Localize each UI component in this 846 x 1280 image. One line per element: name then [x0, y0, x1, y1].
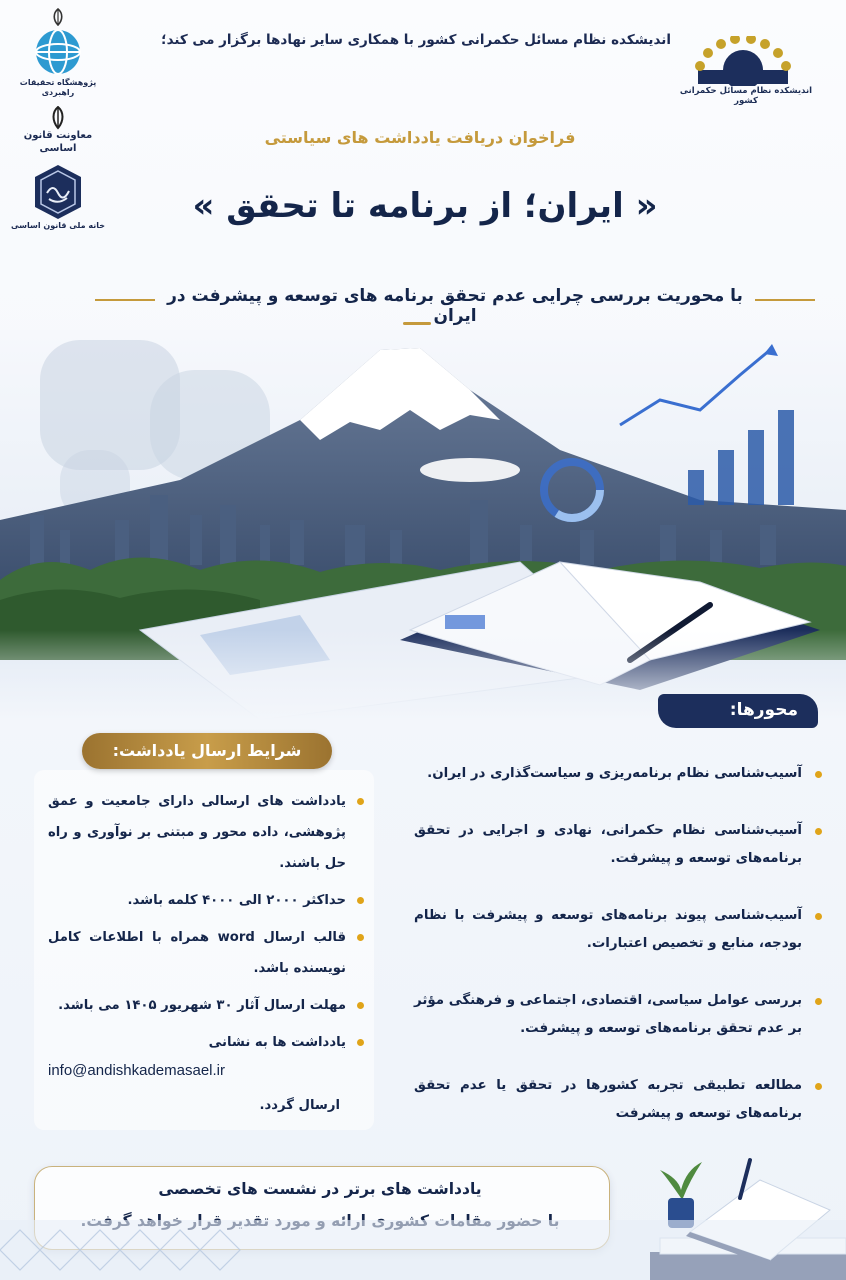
axes-list: [414, 760, 824, 1157]
partner-logos: [8, 8, 108, 239]
condition-text: مهلت ارسال آثار ۳۰ شهریور ۱۴۰۵ می باشد.: [58, 998, 346, 1013]
list-item: [48, 990, 366, 1021]
globe-emblem-icon: [32, 26, 84, 78]
bullet-icon: [357, 897, 364, 904]
axis-text: آسیب‌شناسی نظام حکمرانی، نهادی و اجرایی در تحقق برنامه‌های توسعه و پیشرفت.: [414, 823, 802, 866]
divider: [403, 322, 431, 325]
axis-text: مطالعه تطبیقی تجربه کشورها در تحقق یا عدم تحقق برنامه‌های توسعه و پیشرفت: [414, 1078, 802, 1121]
bullet-icon: [357, 1039, 364, 1046]
list-item: [48, 786, 366, 879]
host-logo-caption: اندیشکده نظام مسائل حکمرانی کشور: [679, 86, 813, 106]
bullet-icon: [815, 1083, 822, 1090]
list-item: [414, 817, 824, 873]
partner-logo: [8, 163, 108, 231]
list-item: [48, 1027, 366, 1058]
axis-text: بررسی عوامل سیاسی، اقتصادی، اجتماعی و فرهنگی مؤثر بر عدم تحقق برنامه‌های توسعه و پیشرفت.: [414, 993, 802, 1036]
hero-illustration: [0, 330, 846, 720]
partner-logo: [8, 106, 108, 155]
list-item: [414, 1072, 824, 1128]
bullet-icon: [357, 1002, 364, 1009]
list-item: [414, 902, 824, 958]
divider: [95, 299, 155, 301]
condition-text: قالب ارسال word همراه با اطلاعات کامل نویسنده باشد.: [48, 930, 346, 976]
iran-emblem-icon: [45, 106, 71, 130]
host-logo: [676, 22, 816, 106]
conditions-heading: شرایط ارسال یادداشت:: [82, 733, 332, 769]
axis-text: آسیب‌شناسی نظام برنامه‌ریزی و سیاست‌گذاری در ایران.: [427, 766, 802, 781]
call-label: فراخوان دریافت یادداشت های سیاستی: [264, 128, 576, 147]
iran-emblem-icon: [47, 8, 69, 26]
subtitle-block: [95, 286, 815, 326]
bullet-icon: [815, 771, 822, 778]
subtitle: با محوریت بررسی چرایی عدم تحقق برنامه های توسعه و پیشرفت در ایران: [167, 286, 743, 326]
axis-text: آسیب‌شناسی پیوند برنامه‌های توسعه و پیشرفت با نظام بودجه، منابع و تخصیص اعتبارات.: [414, 908, 802, 951]
host-line: اندیشکده نظام مسائل حکمرانی کشور با همکاری سایر نهادها برگزار می کند؛: [161, 32, 671, 48]
condition-tail: ارسال گردد.: [259, 1098, 340, 1113]
partner-caption: خانه ملی قانون اساسی: [11, 221, 105, 230]
bullet-icon: [357, 798, 364, 805]
bullet-icon: [357, 934, 364, 941]
list-item: [48, 922, 366, 984]
conditions-list: [48, 786, 366, 1064]
footer-line: یادداشت های برتر در نشست های تخصصی: [158, 1180, 482, 1198]
list-item: [414, 987, 824, 1043]
tile-pattern: [0, 1220, 846, 1280]
axes-heading: محورها:: [658, 694, 818, 728]
submission-email[interactable]: info@andishkademasael.ir: [48, 1062, 225, 1079]
page-title: « ایران؛ از برنامه تا تحقق »: [192, 186, 658, 226]
divider: [755, 299, 815, 301]
bullet-icon: [815, 913, 822, 920]
list-item: [414, 760, 824, 788]
condition-text: یادداشت ها به نشانی: [208, 1035, 346, 1050]
sunrise-logo-icon: [688, 36, 798, 86]
partner-logo: [8, 8, 108, 98]
partner-caption: پژوهشگاه تحقیقات راهبردی: [19, 78, 97, 97]
calligraphy-seal-icon: [31, 163, 85, 221]
condition-text: حداکثر ۲۰۰۰ الی ۴۰۰۰ کلمه باشد.: [127, 893, 346, 908]
bullet-icon: [815, 998, 822, 1005]
bullet-icon: [815, 828, 822, 835]
condition-text: یادداشت های ارسالی دارای جامعیت و عمق پژوهشی، داده محور و مبتنی بر نوآوری و راه حل باشند.: [48, 794, 346, 871]
partner-caption: معاونت قانون اساسی: [23, 130, 93, 154]
list-item: [48, 885, 366, 916]
